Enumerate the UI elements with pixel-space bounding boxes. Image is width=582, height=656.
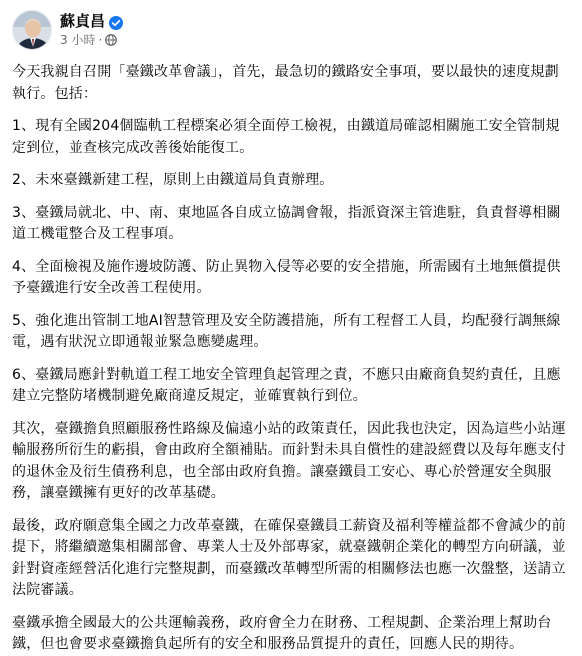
post-paragraph: 6、臺鐵局應針對軌道工程工地安全管理負起管理之責，不應只由廠商負契約責任，且應建立完整防堵機制避免廠商違反規定，並確實執行到位。	[12, 366, 561, 404]
post-paragraph: 1、現有全國204個臨軌工程標案必須全面停工檢視，由鐵道局確認相關施工安全管制規定到位，並查核完成改善後始能復工。	[12, 118, 560, 156]
post-paragraph: 其次，臺鐵擔負照顧服務性路線及偏遠小站的政策責任，因此我也決定，因為這些小站運輸服務所衍生的虧損，會由政府全額補貼。而針對未具自償性的建設經費以及每年應支付的退休金及衍生債務利息，也全部由政府負擔。讓臺鐵員工安心、專心於營運安全與服務，讓臺鐵擁有更好的改革基礎。	[12, 420, 566, 501]
post-paragraph: 2、未來臺鐵新建工程，原則上由鐵道局負責辦理。	[12, 172, 334, 188]
post-body	[12, 62, 570, 656]
post-subtitle	[60, 32, 123, 48]
post-paragraph: 今天我親自召開「臺鐵改革會議」，首先，最急切的鐵路安全事項，要以最快的速度規劃執行。包括：	[12, 64, 559, 102]
post-paragraph: 臺鐵承擔全國最大的公共運輸義務，政府會全力在財務、工程規劃、企業治理上幫助台鐵，但也會要求臺鐵擔負起所有的安全和服務品質提升的責任，回應人民的期待。	[12, 614, 552, 652]
post-paragraph: 5、強化進出管制工地AI智慧管理及安全防護措施，所有工程督工人員，均配發行調無線電，遇有狀況立即通報並緊急應變處理。	[12, 312, 561, 350]
globe-icon[interactable]	[105, 34, 117, 46]
meta-separator: ·	[98, 33, 103, 47]
author-avatar-image	[13, 11, 52, 50]
author-row	[60, 12, 123, 31]
post-paragraph: 4、全面檢視及施作邊坡防護、防止異物入侵等必要的安全措施，所需國有土地無償提供予臺鐵進行安全改善工程使用。	[12, 258, 561, 296]
author-avatar[interactable]	[12, 10, 52, 50]
post-header	[12, 0, 570, 54]
post-timestamp[interactable]: 3 小時	[60, 33, 96, 47]
post-paragraph: 最後，政府願意集全國之力改革臺鐵，在確保臺鐵員工薪資及福利等權益都不會減少的前提下，將繼續邀集相關部會、專業人士及外部專家，就臺鐵朝企業化的轉型方向研議，並針對資產經營活化進行完整規劃，而臺鐵改革轉型所需的相關修法也應一次盤整，送請立法院審議。	[12, 517, 566, 598]
verified-badge-icon	[109, 15, 123, 29]
author-name[interactable]: 蘇貞昌	[60, 12, 106, 30]
post-paragraph: 3、臺鐵局就北、中、南、東地區各自成立協調會報，指派資深主管進駐，負責督導相關道工機電整合及工程事項。	[12, 204, 561, 242]
post-meta	[60, 12, 123, 48]
